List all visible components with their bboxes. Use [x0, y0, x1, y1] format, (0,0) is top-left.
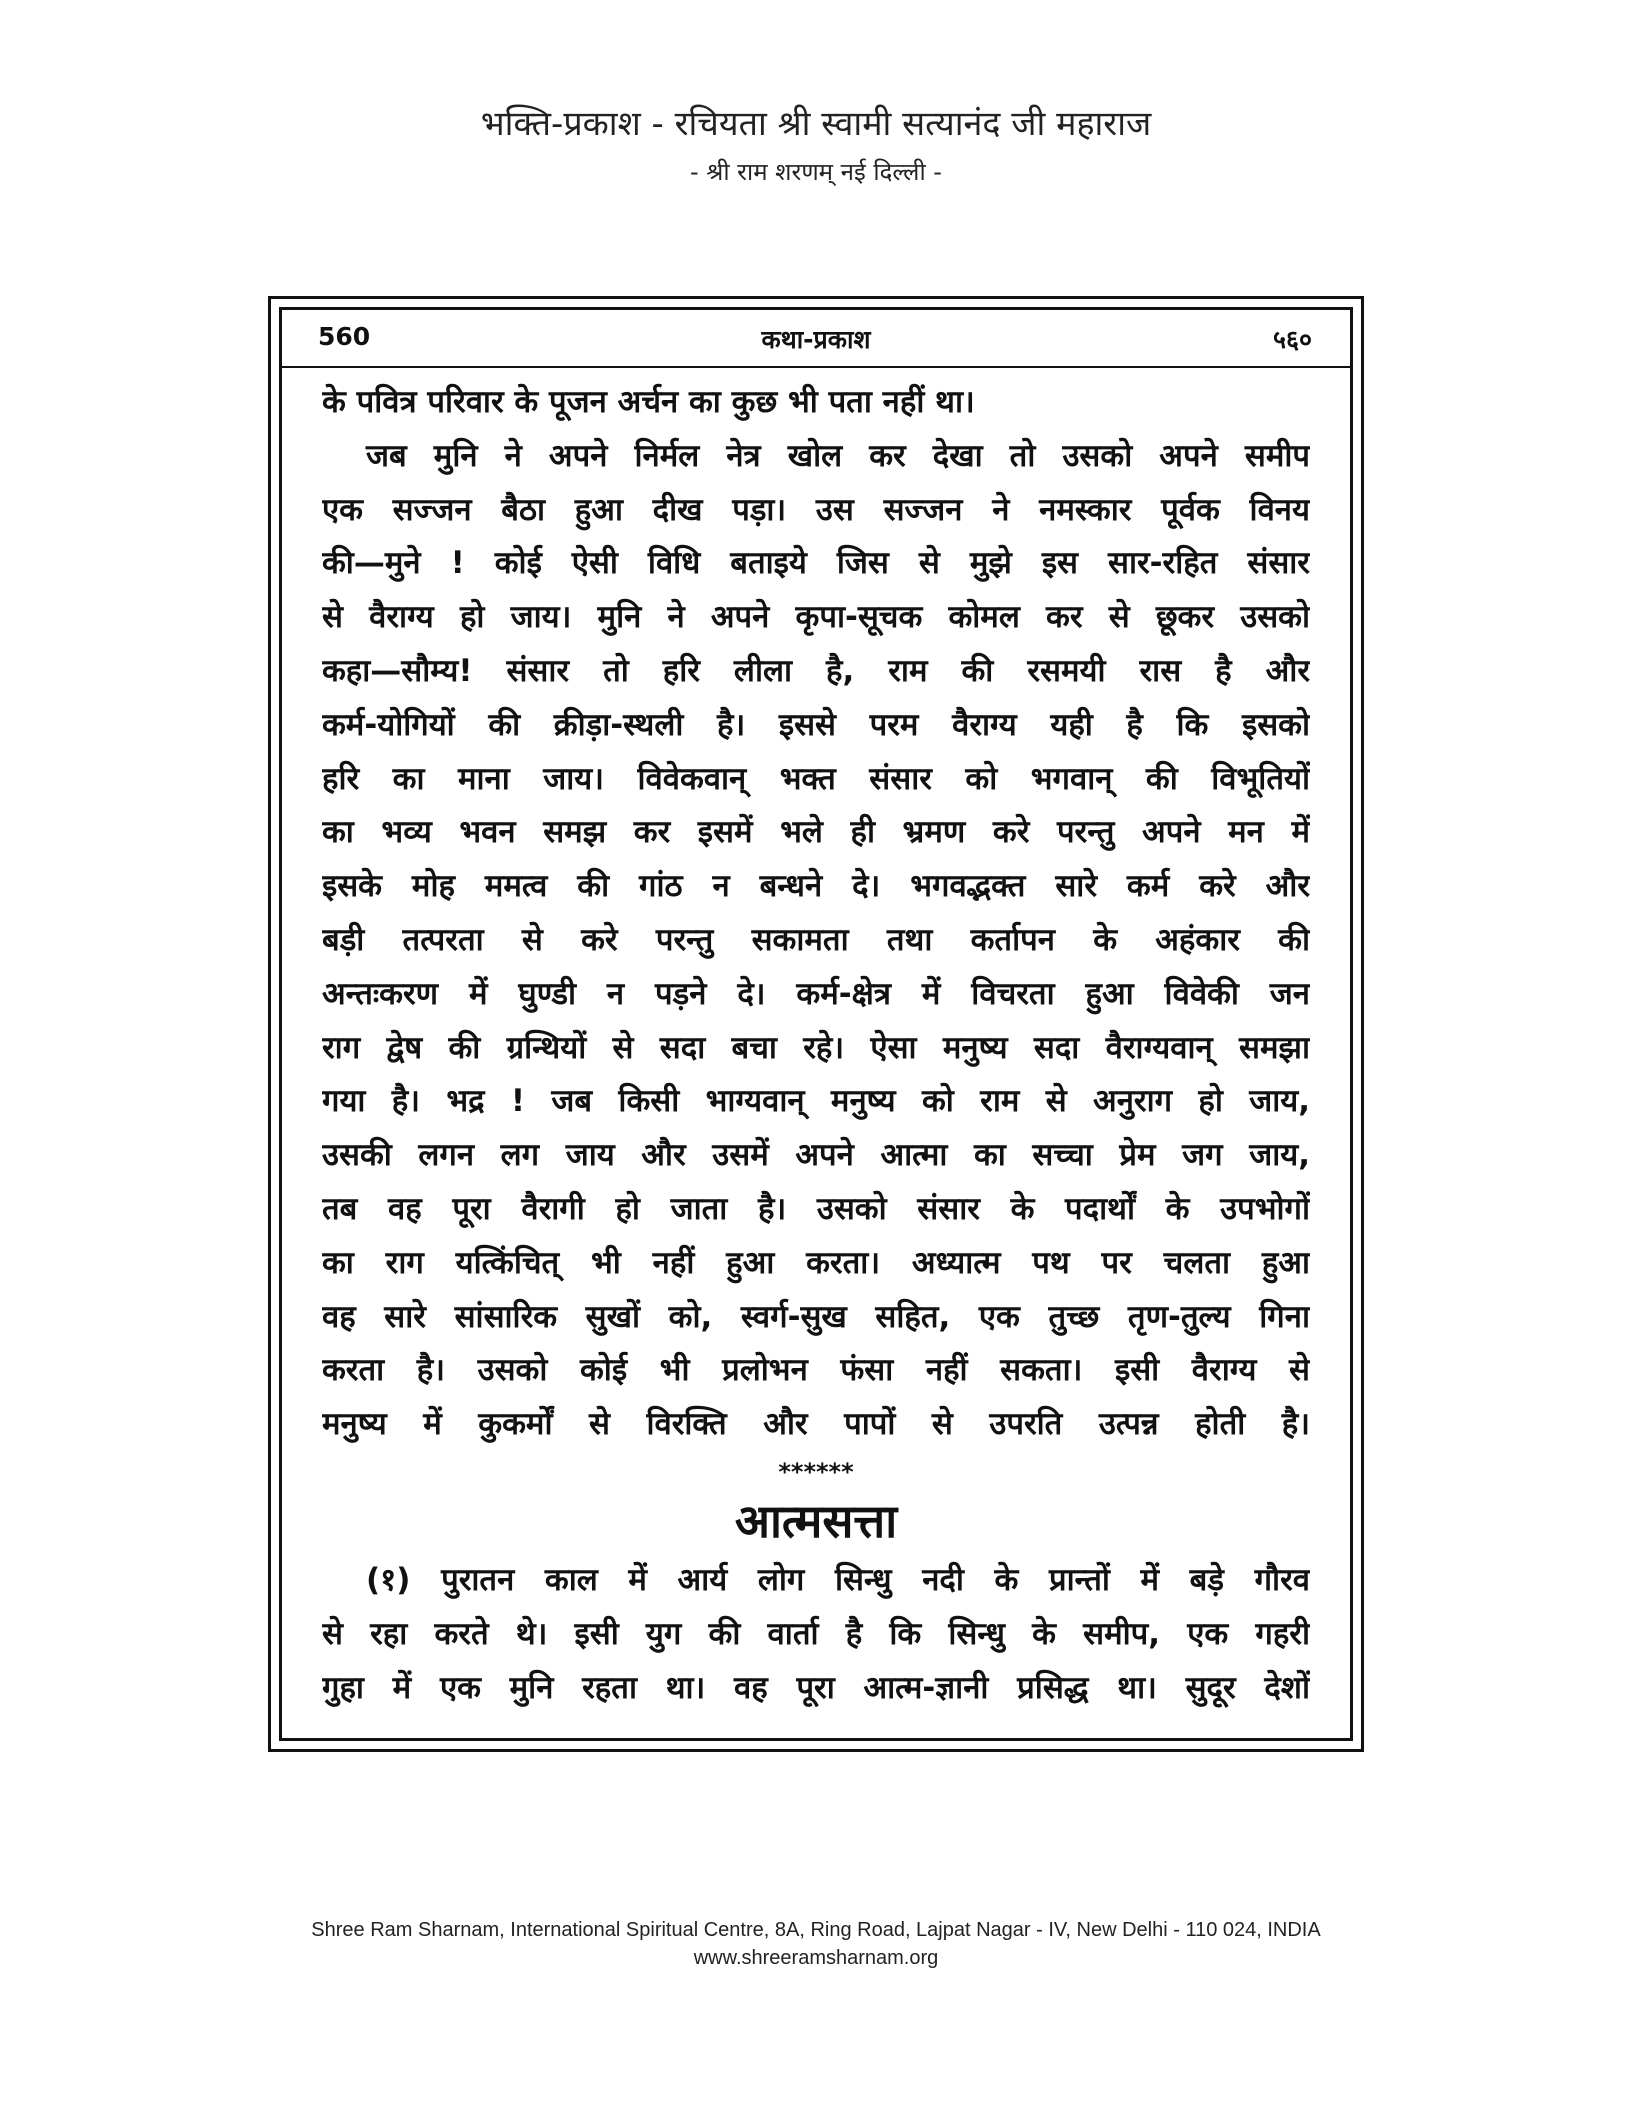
text-line: उसकी लगन लग जाय और उसमें अपने आत्मा का सच्चा प्रेम जग जाय, [322, 1137, 1310, 1174]
text-line: करता है। उसको कोई भी प्रलोभन फंसा नहीं सकता। इसी वैराग्य से [322, 1352, 1310, 1389]
document-header [0, 100, 1632, 192]
text-line: की—मुने ! कोई ऐसी विधि बताइये जिस से मुझे इस सार-रहित संसार [322, 545, 1310, 582]
text-line: का राग यत्किंचित् भी नहीं हुआ करता। अध्यात्म पथ पर चलता हुआ [322, 1244, 1310, 1281]
text-line: से वैराग्य हो जाय। मुनि ने अपने कृपा-सूचक कोमल कर से छूकर उसको [322, 599, 1310, 636]
section-separator: ****** [778, 1457, 854, 1486]
document-footer [0, 1916, 1632, 1972]
text-line: का भव्य भवन समझ कर इसमें भले ही भ्रमण करे परन्तु अपने मन में [322, 814, 1310, 851]
header-title: भक्ति-प्रकाश - रचियता श्री स्वामी सत्यानंद जी महाराज [480, 104, 1152, 144]
section-title: आत्मसत्ता [734, 1493, 898, 1548]
page-frame [268, 296, 1364, 1752]
page-number-devanagari: ५६० [1272, 325, 1312, 354]
page-content [322, 376, 1310, 1715]
page-frame-inner [279, 307, 1353, 1741]
text-line: इसके मोह ममत्व की गांठ न बन्धने दे। भगवद्भक्त सारे कर्म करे और [322, 868, 1310, 905]
page-number: 560 [318, 322, 371, 351]
text-line: गुहा में एक मुनि रहता था। वह पूरा आत्म-ज्ञानी प्रसिद्ध था। सुदूर देशों [322, 1669, 1310, 1706]
text-line: गया है। भद्र ! जब किसी भाग्यवान् मनुष्य को राम से अनुराग हो जाय, [322, 1083, 1310, 1120]
text-line: जब मुनि ने अपने निर्मल नेत्र खोल कर देखा तो उसको अपने समीप [366, 437, 1310, 474]
text-line: कहा—सौम्य! संसार तो हरि लीला है, राम की रसमयी रास है और [322, 652, 1310, 689]
text-line: अन्तःकरण में घुण्डी न पड़ने दे। कर्म-क्षेत्र में विचरता हुआ विवेकी जन [322, 975, 1310, 1012]
text-line: कर्म-योगियों की क्रीड़ा-स्थली है। इससे परम वैराग्य यही है कि इसको [322, 706, 1310, 743]
text-line: मनुष्य में कुकर्मों से विरक्ति और पापों से उपरति उत्पन्न होती है। [322, 1406, 1310, 1443]
footer-address: Shree Ram Sharnam, International Spiritual Centre, 8A, Ring Road, Lajpat Nagar - IV, New Delhi - 110 024, INDIA [311, 1919, 1321, 1941]
text-line: राग द्वेष की ग्रन्थियों से सदा बचा रहे। ऐसा मनुष्य सदा वैराग्यवान् समझा [322, 1029, 1310, 1066]
header-subtitle: - श्री राम शरणम् नई दिल्ली - [690, 158, 942, 186]
running-head-title: कथा-प्रकाश [761, 325, 871, 354]
text-line: हरि का माना जाय। विवेकवान् भक्त संसार को भगवान् की विभूतियों [322, 760, 1310, 797]
footer-website: www.shreeramsharnam.org [693, 1947, 939, 1969]
text-line: वह सारे सांसारिक सुखों को, स्वर्ग-सुख सहित, एक तुच्छ तृण-तुल्य गिना [322, 1298, 1310, 1335]
text-line: तब वह पूरा वैरागी हो जाता है। उसको संसार के पदार्थों के उपभोगों [322, 1190, 1310, 1227]
running-head [282, 310, 1350, 368]
text-line: एक सज्जन बैठा हुआ दीख पड़ा। उस सज्जन ने नमस्कार पूर्वक विनय [322, 491, 1310, 528]
text-line: के पवित्र परिवार के पूजन अर्चन का कुछ भी पता नहीं था। [322, 384, 975, 420]
text-line: बड़ी तत्परता से करे परन्तु सकामता तथा कर्तापन के अहंकार की [322, 921, 1310, 958]
text-line: से रहा करते थे। इसी युग की वार्ता है कि सिन्धु के समीप, एक गहरी [322, 1615, 1310, 1652]
text-line: (१) पुरातन काल में आर्य लोग सिन्धु नदी के प्रान्तों में बड़े गौरव [366, 1561, 1310, 1598]
